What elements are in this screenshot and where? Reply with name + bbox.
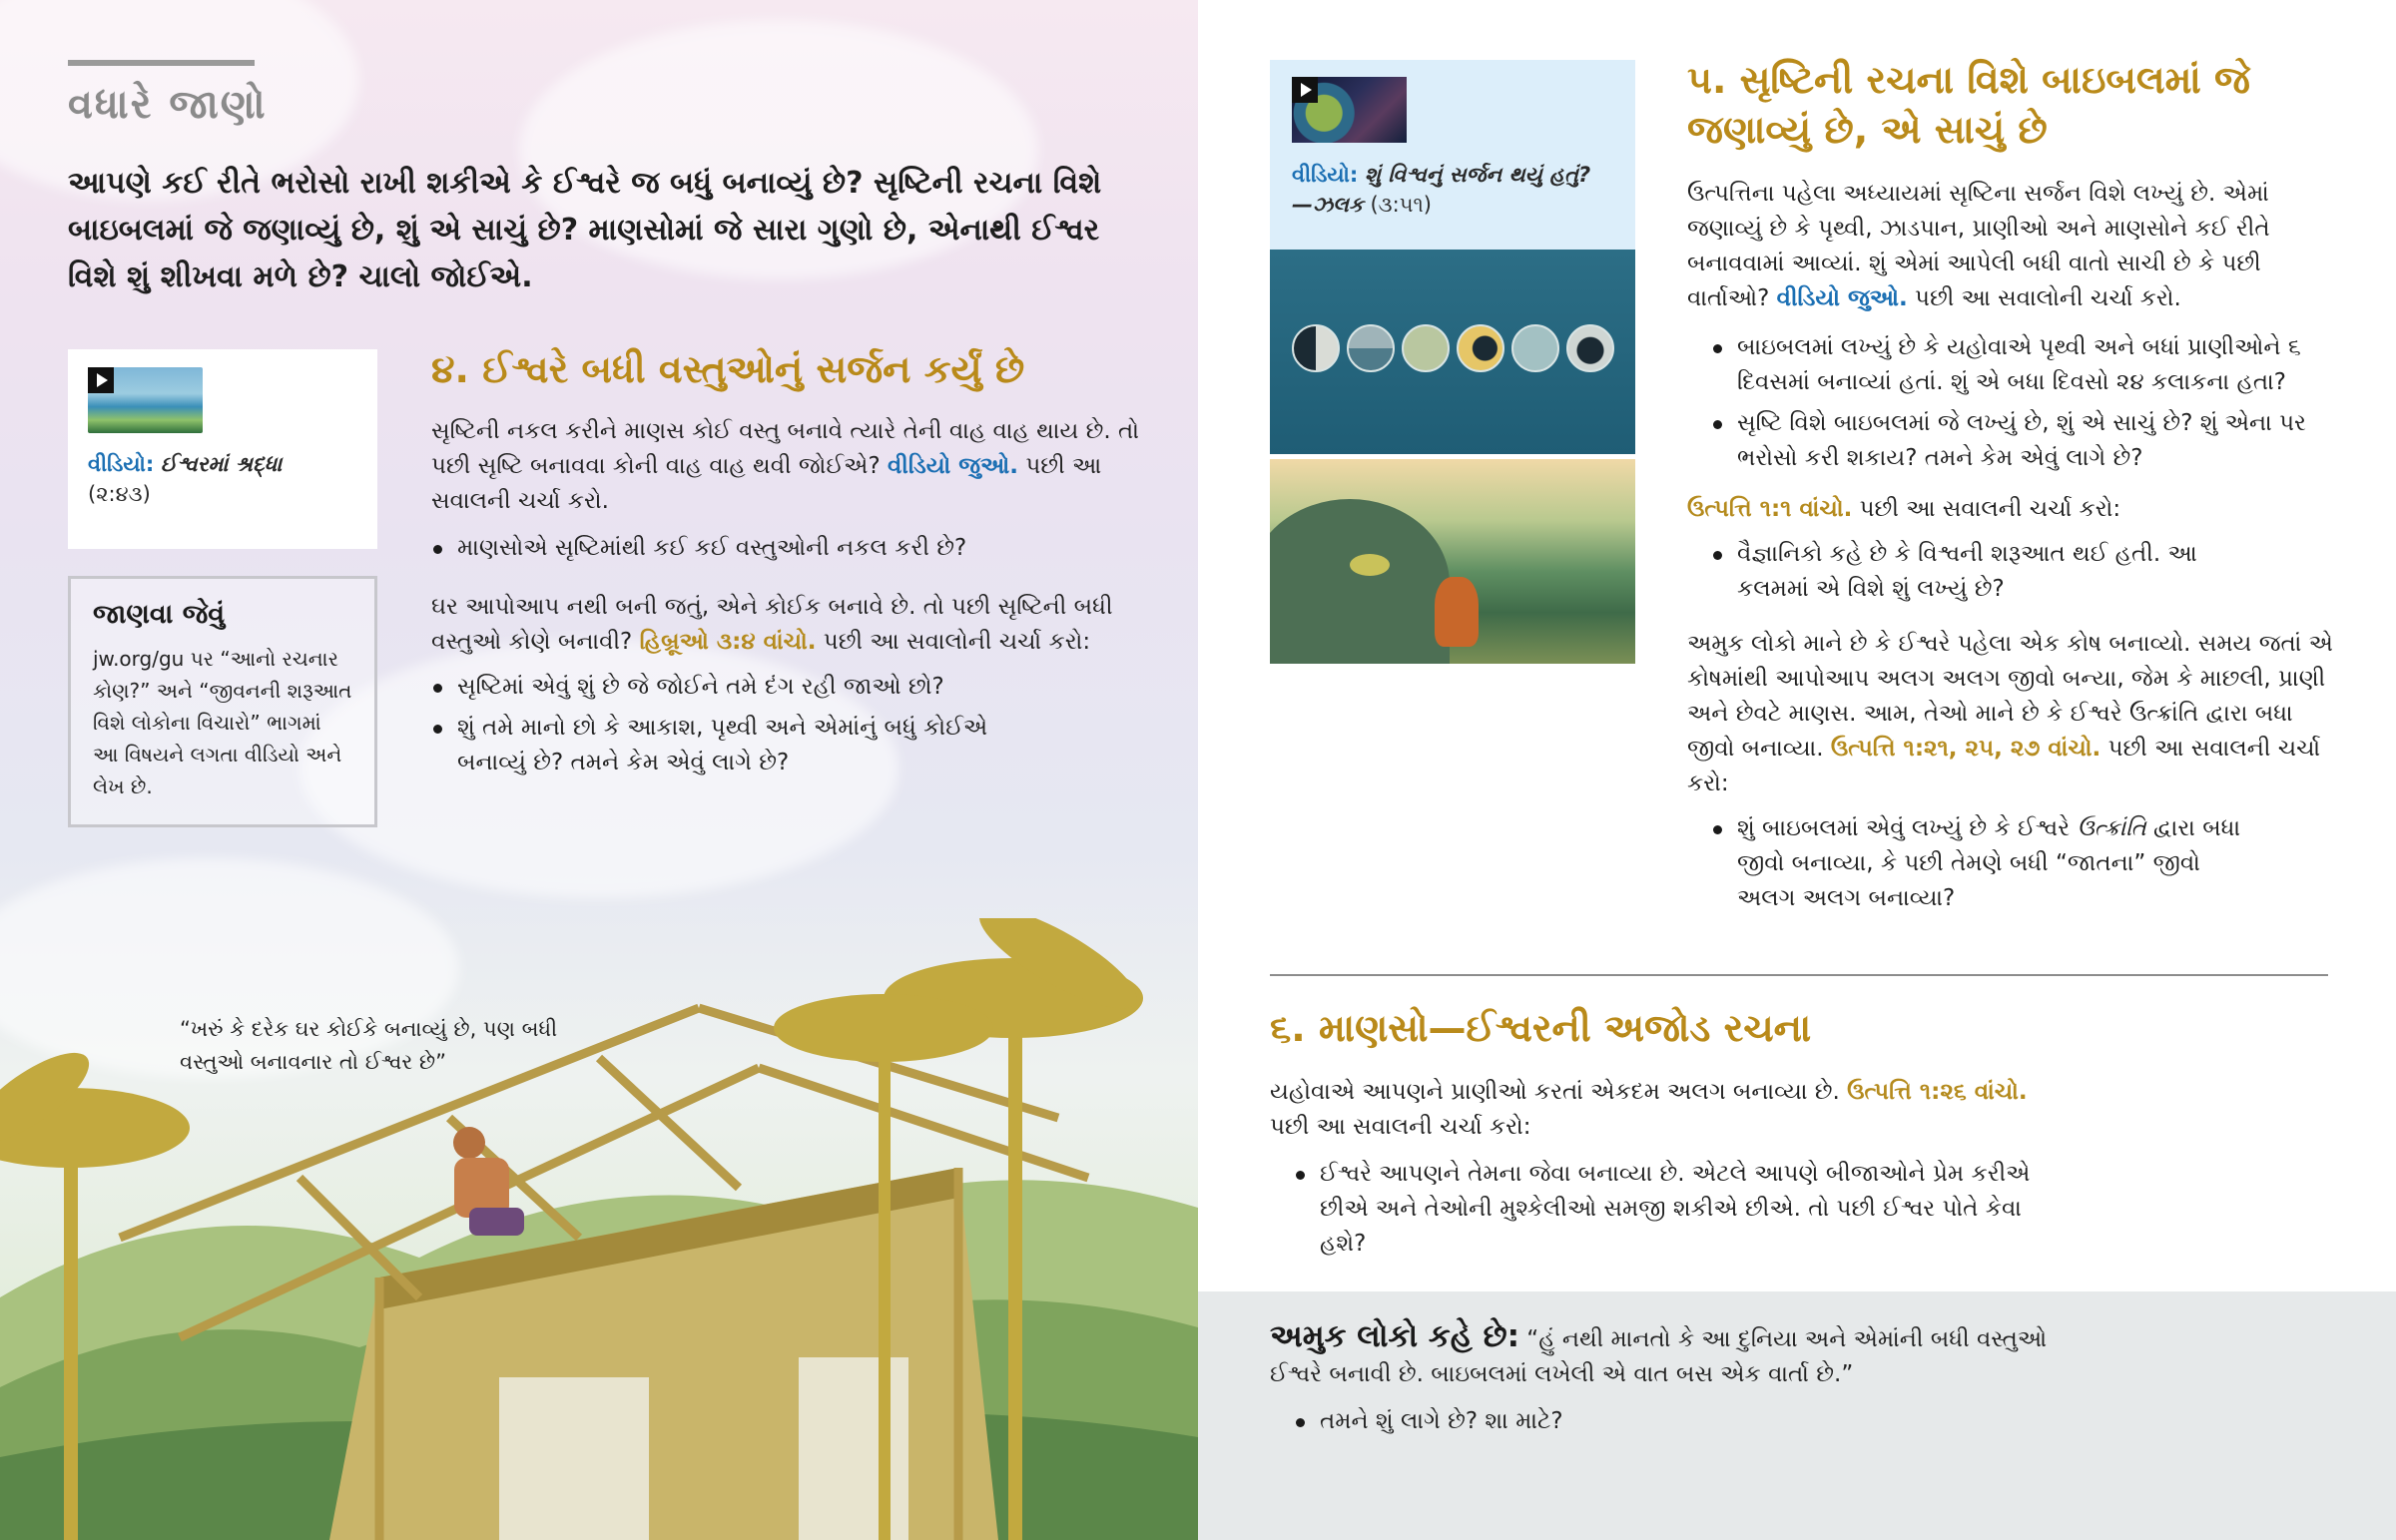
video-subtitle: —ઝલક: [1292, 193, 1364, 217]
list-item: બાઇબલમાં લખ્યું છે કે યહોવાએ પૃથ્વી અને બધાં પ્રાણીઓને ૬ દિવસમાં બનાવ્યાં હતાં. શું એ બધા દિવસો ૨૪ કલાકના હતા?: [1711, 330, 2346, 400]
section-4-bullets-1: [431, 531, 1150, 566]
video-label: વીડિયો:: [88, 452, 155, 476]
video-title[interactable]: શું વિશ્વનું સર્જન થયું હતું?: [1364, 163, 1591, 187]
section-5-bullets-2: [1687, 537, 2266, 607]
play-icon[interactable]: [88, 367, 114, 393]
section-4-para-2: ઘર આપોઆપ નથી બની જતું, એને કોઈક બનાવે છે. તો પછી સૃષ્ટિની બધી વસ્તુઓ કોણે બનાવી? હિબ્રૂઓ ૩:૪ વાંચો. પછી આ સવાલોની ચર્ચા કરો:: [431, 594, 1113, 655]
creation-days-icons: [1292, 324, 1613, 376]
bamboo-house-illustration: [0, 918, 1198, 1540]
info-box-title: જાણવા જેવું: [93, 599, 226, 630]
section-5-title: ૫. સૃષ્ટિની રચના વિશે બાઇબલમાં જે જણાવ્યું છે, એ સાચું છે: [1687, 58, 2250, 152]
video-thumbnail[interactable]: [1292, 77, 1407, 143]
day-2-icon: [1347, 324, 1395, 372]
list-item: શું બાઇબલમાં એવું લખ્યું છે કે ઈશ્વરે ઉત્ક્રાંતિ દ્વારા બધા જીવો બનાવ્યા, કે પછી તેમણે બધી “જાતના” જીવો અલગ અલગ બનાવ્યા?: [1711, 811, 2246, 916]
day-6-icon: [1566, 324, 1614, 372]
intro-paragraph: આપણે કઈ રીતે ભરોસો રાખી શકીએ કે ઈશ્વરે જ બધું બનાવ્યું છે? સૃષ્ટિની રચના વિશે બાઇબલમાં જે જણાવ્યું છે, શું એ સાચું છે? માણસોમાં જે સારા ગુણો છે, એનાથી ઈશ્વર વિશે શું શીખવા મળે છે? ચાલો જોઈએ.: [68, 166, 1102, 294]
scripture-link[interactable]: ઉત્પત્તિ ૧:૨૧, ૨૫, ૨૭ વાંચો.: [1830, 736, 2101, 762]
some-say-panel: [1198, 1291, 2396, 1540]
page-heading: વધારે જાણો: [68, 82, 268, 128]
right-page: [1198, 0, 2396, 1540]
section-6-title: ૬. માણસો—ઈશ્વરની અજોડ રચના: [1270, 1006, 1812, 1050]
section-5-bullets-3: [1687, 811, 2246, 916]
day-4-icon: [1457, 324, 1504, 372]
list-item: વૈજ્ઞાનિકો કહે છે કે વિશ્વની શરૂઆત થઈ હતી. આ કલમમાં એ વિશે શું લખ્યું છે?: [1711, 537, 2266, 607]
section-4: [431, 344, 1150, 786]
scripture-quote: “ખરું કે દરેક ઘર કોઈકે બનાવ્યું છે, પણ બધી વસ્તુઓ બનાવનાર તો ઈશ્વર છે”: [180, 1017, 558, 1074]
section-6-para: યહોવાએ આપણને પ્રાણીઓ કરતાં એકદમ અલગ બનાવ્યા છે. ઉત્પત્તિ ૧:૨૬ વાંચો. પછી આ સવાલની ચર્ચા કરો:: [1270, 1079, 2028, 1140]
bird-icon: [1350, 554, 1390, 576]
day-1-icon: [1292, 324, 1340, 372]
video-title[interactable]: ઈશ્વરમાં શ્રદ્ધા: [160, 452, 283, 476]
list-item: શું તમે માનો છો કે આકાશ, પૃથ્વી અને એમાંનું બધું કોઈએ બનાવ્યું છે? તમને કેમ એવું લાગે છે?: [431, 711, 1030, 780]
some-say-label: અમુક લોકો કહે છે:: [1270, 1318, 1519, 1354]
video-caption: [88, 449, 367, 509]
info-box-body: jw.org/gu પર “આનો રચનાર કોણ?” અને “જીવનની શરૂઆત વિશે લોકોના વિચારો” ભાગમાં આ વિષયને લગતા વીડિયો અને લેખ છે.: [93, 647, 352, 798]
some-say-quote: [1270, 1319, 2049, 1392]
video-label: વીડિયો:: [1292, 163, 1359, 187]
list-item: તમને શું લાગે છે? શા માટે?: [1294, 1404, 2049, 1439]
day-5-icon: [1511, 324, 1559, 372]
video-card-faith[interactable]: [68, 349, 377, 549]
nature-scene-image: [1270, 459, 1635, 664]
play-icon[interactable]: [1292, 77, 1318, 103]
section-6: [1270, 1003, 2328, 1268]
section-4-bullets-2: [431, 670, 1030, 780]
section-5-para-3: અમુક લોકો માને છે કે ઈશ્વરે પહેલા એક કોષ બનાવ્યો. સમય જતાં એ કોષમાંથી આપોઆપ અલગ અલગ જીવો બન્યા, જેમ કે માછલી, પ્રાણી અને છેવટે માણસ. આમ, તેઓ માને છે કે ઈશ્વરે ઉત્ક્રાંતિ દ્વારા બધા જીવો બનાવ્યા. ઉત્પત્તિ ૧:૨૧, ૨૫, ૨૭ વાંચો. પછી આ સવાલની ચર્ચા કરો:: [1687, 631, 2333, 796]
list-item: ઈશ્વરે આપણને તેમના જેવા બનાવ્યા છે. એટલે આપણે બીજાઓને પ્રેમ કરીએ છીએ અને તેઓની મુશ્કેલીઓ સમજી શકીએ છીએ. તો પછી ઈશ્વર પોતે કેવા હશે?: [1294, 1157, 2049, 1262]
section-divider: [1270, 974, 2328, 976]
heading-rule: [68, 60, 255, 66]
section-4-title: ૪. ઈશ્વરે બધી વસ્તુઓનું સર્જન કર્યું છે: [431, 347, 1025, 391]
day-3-icon: [1402, 324, 1450, 372]
scripture-link[interactable]: હિબ્રૂઓ ૩:૪ વાંચો.: [639, 629, 817, 655]
scripture-link[interactable]: ઉત્પત્તિ ૧:૧ વાંચો.: [1687, 496, 1853, 522]
section-5-para-1: ઉત્પત્તિના પહેલા અધ્યાયમાં સૃષ્ટિના સર્જન વિશે લખ્યું છે. એમાં જણાવ્યું છે કે પૃથ્વી, ઝાડપાન, પ્રાણીઓ અને માણસોને કઈ રીતે બનાવવામાં આવ્યાં. શું એમાં આપેલી બધી વાતો સાચી છે કે પછી વાર્તાઓ? વીડિયો જુઓ. પછી આ સવાલોની ચર્ચા કરો.: [1687, 181, 2270, 311]
list-item: માણસોએ સૃષ્ટિમાંથી કઈ કઈ વસ્તુઓની નકલ કરી છે?: [431, 531, 1150, 566]
video-thumbnail[interactable]: [88, 367, 203, 433]
section-5: [1687, 55, 2346, 922]
fox-icon: [1435, 577, 1479, 647]
watch-video-link[interactable]: વીડિયો જુઓ.: [1776, 285, 1908, 311]
video-card-creation[interactable]: [1270, 60, 1635, 250]
some-say-bullets: [1270, 1404, 2049, 1439]
list-item: સૃષ્ટિમાં એવું શું છે જે જોઈને તમે દંગ રહી જાઓ છો?: [431, 670, 1030, 705]
some-say-text: “હું નથી માનતો કે આ દુનિયા અને એમાંની બધી વસ્તુઓ ઈશ્વરે બનાવી છે. બાઇબલમાં લખેલી એ વાત બસ એક વાર્તા છે.”: [1270, 1326, 2048, 1387]
info-box: [68, 576, 377, 827]
section-4-para-1: સૃષ્ટિની નકલ કરીને માણસ કોઈ વસ્તુ બનાવે ત્યારે તેની વાહ વાહ થાય છે. તો પછી સૃષ્ટિ બનાવવા કોની વાહ વાહ થવી જોઈએ? વીડિયો જુઓ. પછી આ સવાલની ચર્ચા કરો.: [431, 418, 1140, 514]
section-5-bullets-1: [1687, 330, 2346, 476]
video-caption: [1292, 160, 1621, 220]
section-6-bullets: [1270, 1157, 2049, 1262]
video-duration: (૩:૫૧): [1370, 193, 1432, 217]
list-item: સૃષ્ટિ વિશે બાઇબલમાં જે લખ્યું છે, શું એ સાચું છે? શું એના પર ભરોસો કરી શકાય? તમને કેમ એવું લાગે છે?: [1711, 406, 2346, 476]
watch-video-link[interactable]: વીડિયો જુઓ.: [887, 453, 1019, 479]
some-say-content: [1270, 1319, 2049, 1445]
video-duration: (૨:૪૩): [88, 482, 151, 506]
section-5-para-2: ઉત્પત્તિ ૧:૧ વાંચો. પછી આ સવાલની ચર્ચા કરો:: [1687, 496, 2121, 522]
creation-days-image: [1270, 250, 1635, 454]
scripture-link[interactable]: ઉત્પત્તિ ૧:૨૬ વાંચો.: [1847, 1079, 2028, 1105]
